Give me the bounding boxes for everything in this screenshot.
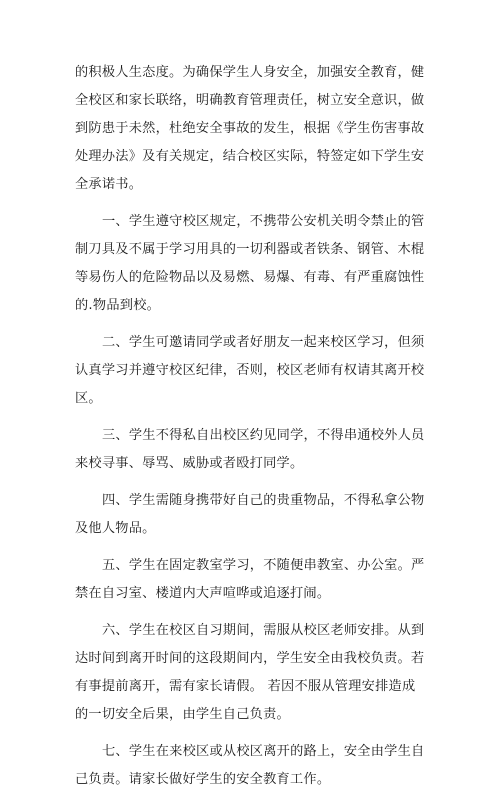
text-line: 区。 [75,391,102,406]
text-line: 到防患于未然，杜绝安全事故的发生，根据《学生伤害事故 [75,121,425,136]
text-line: 制刀具及不属于学习用具的一切利器或者铁条、钢管、木棍 [75,242,425,257]
text-line: 达时间到离开时间的这段期间内，学生安全由我校负责。若 [75,651,425,666]
text-line: 有事提前离开，需有家长请假。 若因不服从管理安排造成 [75,679,416,694]
text-line: 认真学习并遵守校区纪律，否则，校区老师有权请其离开校 [75,363,425,378]
clause-2-line: 二、学生可邀请同学或者好朋友一起来校区学习，但须 [102,335,425,350]
text-line: 己负责。请家长做好学生的安全教育工作。 [75,772,331,787]
text-line: 的.物品到校。 [75,298,161,313]
text-line: 的一切安全后果，由学生自己负责。 [75,707,290,722]
text-line: 的积极人生态度。为确保学生人身安全，加强安全教育，健 [75,65,425,80]
clause-5-line: 五、学生在固定教室学习，不随便串教室、办公室。严 [102,558,425,573]
document-body [75,59,437,794]
text-line: 全校区和家长联络，明确教育管理责任，树立安全意识，做 [75,93,425,108]
text-line: 及他人物品。 [75,521,156,536]
clause-1-line: 一、学生遵守校区规定，不携带公安机关明令禁止的管 [102,214,425,229]
clause-6-line: 六、学生在校区自习期间，需服从校区老师安排。从到 [102,623,425,638]
text-line: 全承诺书。 [75,177,143,192]
text-line: 禁在自习室、楼道内大声喧哗或追逐打闹。 [75,586,331,601]
text-line: 来校寻事、辱骂、威胁或者殴打同学。 [75,456,304,471]
clause-3-line: 三、学生不得私自出校区约见同学，不得串通校外人员 [102,428,425,443]
clause-7-line: 七、学生在来校区或从校区离开的路上，安全由学生自 [102,744,425,759]
clause-4-line: 四、学生需随身携带好自己的贵重物品，不得私拿公物 [102,493,425,508]
text-line: 等易伤人的危险物品以及易燃、易爆、有毒、有严重腐蚀性 [75,270,425,285]
text-line: 处理办法》及有关规定，结合校区实际，特签定如下学生安 [75,149,425,164]
